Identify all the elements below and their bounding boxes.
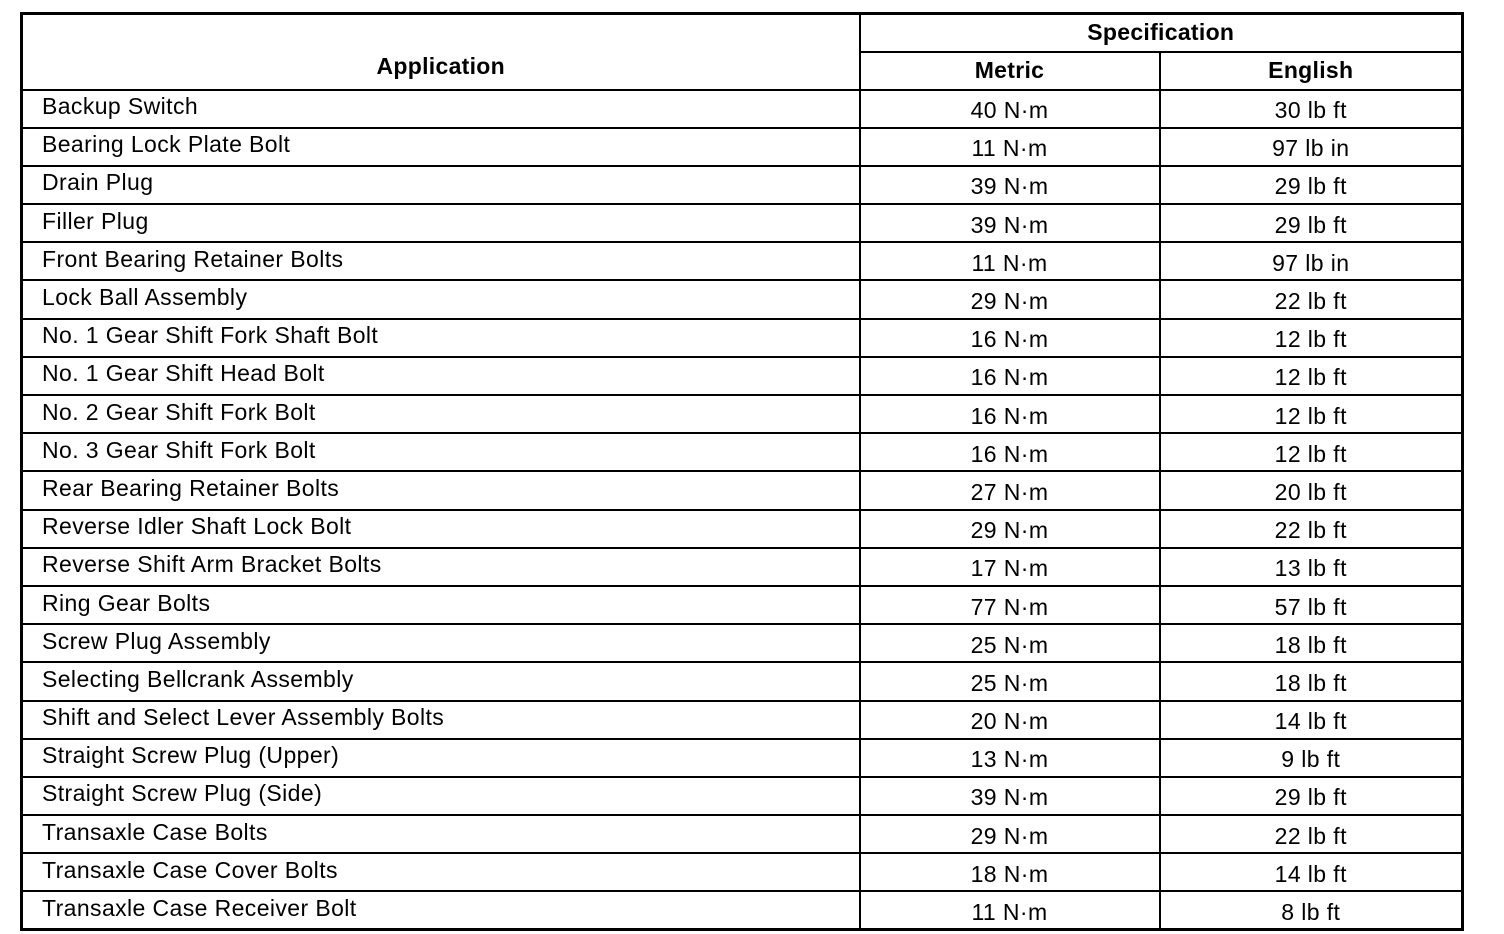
- application-cell: Shift and Select Lever Assembly Bolts: [22, 701, 860, 739]
- metric-cell: 18 N·m: [860, 853, 1160, 891]
- metric-cell: 39 N·m: [860, 204, 1160, 242]
- application-cell: Rear Bearing Retainer Bolts: [22, 471, 860, 509]
- application-cell: Bearing Lock Plate Bolt: [22, 128, 860, 166]
- english-cell: 29 lb ft: [1160, 166, 1463, 204]
- application-cell: Selecting Bellcrank Assembly: [22, 662, 860, 700]
- metric-cell: 25 N·m: [860, 624, 1160, 662]
- metric-cell: 29 N·m: [860, 510, 1160, 548]
- application-cell: Transaxle Case Bolts: [22, 815, 860, 853]
- application-column-header: Application: [22, 14, 860, 90]
- table-row: [22, 433, 1463, 471]
- english-cell: 29 lb ft: [1160, 204, 1463, 242]
- table-row: [22, 815, 1463, 853]
- application-cell: Drain Plug: [22, 166, 860, 204]
- metric-cell: 20 N·m: [860, 701, 1160, 739]
- application-cell: Transaxle Case Cover Bolts: [22, 853, 860, 891]
- english-cell: 14 lb ft: [1160, 701, 1463, 739]
- english-cell: 22 lb ft: [1160, 510, 1463, 548]
- table-row: [22, 853, 1463, 891]
- table-row: [22, 357, 1463, 395]
- metric-cell: 16 N·m: [860, 395, 1160, 433]
- metric-column-header: Metric: [860, 52, 1160, 90]
- table-row: [22, 586, 1463, 624]
- metric-cell: 16 N·m: [860, 433, 1160, 471]
- application-cell: No. 2 Gear Shift Fork Bolt: [22, 395, 860, 433]
- table-row: [22, 624, 1463, 662]
- table-row: [22, 777, 1463, 815]
- english-cell: 18 lb ft: [1160, 624, 1463, 662]
- table-row: [22, 204, 1463, 242]
- table-row: [22, 319, 1463, 357]
- metric-cell: 11 N·m: [860, 128, 1160, 166]
- table-row: [22, 90, 1463, 128]
- table-row: [22, 128, 1463, 166]
- metric-cell: 39 N·m: [860, 166, 1160, 204]
- application-cell: Reverse Shift Arm Bracket Bolts: [22, 548, 860, 586]
- english-cell: 8 lb ft: [1160, 891, 1463, 929]
- application-cell: Filler Plug: [22, 204, 860, 242]
- fastener-tightening-spec-table: [20, 12, 1464, 931]
- table-row: [22, 548, 1463, 586]
- table-row: [22, 701, 1463, 739]
- english-cell: 22 lb ft: [1160, 815, 1463, 853]
- metric-cell: 11 N·m: [860, 891, 1160, 929]
- application-cell: No. 3 Gear Shift Fork Bolt: [22, 433, 860, 471]
- header-row-top: [22, 14, 1463, 52]
- metric-cell: 16 N·m: [860, 357, 1160, 395]
- english-cell: 20 lb ft: [1160, 471, 1463, 509]
- english-cell: 97 lb in: [1160, 242, 1463, 280]
- application-cell: Straight Screw Plug (Upper): [22, 739, 860, 777]
- metric-cell: 40 N·m: [860, 90, 1160, 128]
- application-cell: Lock Ball Assembly: [22, 280, 860, 318]
- application-cell: Straight Screw Plug (Side): [22, 777, 860, 815]
- english-cell: 9 lb ft: [1160, 739, 1463, 777]
- application-cell: Screw Plug Assembly: [22, 624, 860, 662]
- english-cell: 22 lb ft: [1160, 280, 1463, 318]
- application-cell: No. 1 Gear Shift Fork Shaft Bolt: [22, 319, 860, 357]
- table-row: [22, 662, 1463, 700]
- metric-cell: 29 N·m: [860, 815, 1160, 853]
- metric-cell: 17 N·m: [860, 548, 1160, 586]
- english-cell: 57 lb ft: [1160, 586, 1463, 624]
- table-row: [22, 471, 1463, 509]
- metric-cell: 77 N·m: [860, 586, 1160, 624]
- table-row: [22, 510, 1463, 548]
- metric-cell: 39 N·m: [860, 777, 1160, 815]
- metric-cell: 27 N·m: [860, 471, 1160, 509]
- application-cell: Front Bearing Retainer Bolts: [22, 242, 860, 280]
- english-cell: 14 lb ft: [1160, 853, 1463, 891]
- metric-cell: 11 N·m: [860, 242, 1160, 280]
- table-row: [22, 395, 1463, 433]
- english-cell: 97 lb in: [1160, 128, 1463, 166]
- english-cell: 29 lb ft: [1160, 777, 1463, 815]
- application-cell: Ring Gear Bolts: [22, 586, 860, 624]
- table-header: [22, 14, 1463, 90]
- table-row: [22, 739, 1463, 777]
- metric-cell: 25 N·m: [860, 662, 1160, 700]
- english-cell: 30 lb ft: [1160, 90, 1463, 128]
- english-cell: 12 lb ft: [1160, 319, 1463, 357]
- application-cell: Transaxle Case Receiver Bolt: [22, 891, 860, 929]
- table-row: [22, 242, 1463, 280]
- metric-cell: 16 N·m: [860, 319, 1160, 357]
- application-cell: Backup Switch: [22, 90, 860, 128]
- english-cell: 13 lb ft: [1160, 548, 1463, 586]
- english-cell: 12 lb ft: [1160, 433, 1463, 471]
- english-cell: 18 lb ft: [1160, 662, 1463, 700]
- english-cell: 12 lb ft: [1160, 395, 1463, 433]
- english-cell: 12 lb ft: [1160, 357, 1463, 395]
- application-cell: Reverse Idler Shaft Lock Bolt: [22, 510, 860, 548]
- specification-group-header: Specification: [860, 14, 1463, 52]
- table-body: [22, 90, 1463, 930]
- table-row: [22, 891, 1463, 929]
- application-cell: No. 1 Gear Shift Head Bolt: [22, 357, 860, 395]
- english-column-header: English: [1160, 52, 1463, 90]
- table-row: [22, 280, 1463, 318]
- metric-cell: 13 N·m: [860, 739, 1160, 777]
- metric-cell: 29 N·m: [860, 280, 1160, 318]
- table-row: [22, 166, 1463, 204]
